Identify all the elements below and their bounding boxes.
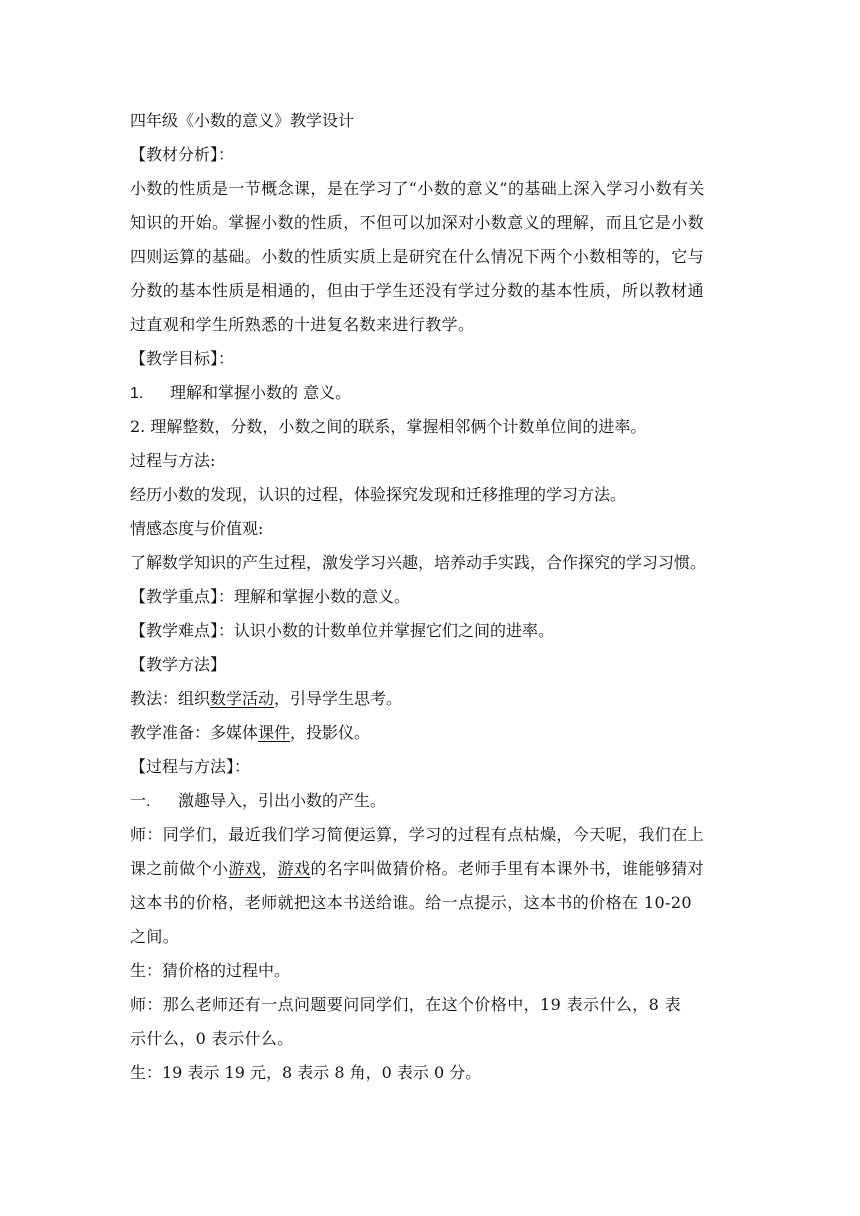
teaching-prep-line [130, 716, 735, 750]
analysis-paragraph [130, 172, 735, 342]
goal-item-1-number: 1. [130, 385, 144, 402]
goal-item-1-text: 理解和掌握小数的 意义。 [170, 383, 352, 402]
analysis-line: 四则运算的基础。小数的性质实质上是研究在什么情况下两个小数相等的，它与 [130, 247, 705, 266]
step-1-number: 一. [130, 793, 151, 810]
step-1-text: 激趣导入，引出小数的产生。 [178, 791, 387, 810]
teacher-speech-separator: ， [261, 859, 278, 878]
section-heading-process: 【过程与方法】： [130, 757, 251, 776]
teaching-prep-prefix: 教学准备：多媒体 [130, 723, 259, 742]
teaching-prep-suffix: ，投影仪。 [290, 723, 371, 742]
teacher-speech-line: 这本书的价格，老师就把这本书送给谁。给一点提示，这本书的价格在 10-20 [130, 893, 693, 912]
section-heading-goals: 【教学目标】： [130, 349, 235, 368]
teacher-speech-line: 之间。 [130, 927, 180, 946]
math-activity-link[interactable]: 数学活动 [210, 689, 275, 708]
teacher-speech-line: 师：同学们，最近我们学习简便运算，学习的过程有点枯燥，今天呢，我们在上 [130, 825, 705, 844]
step-1 [130, 784, 735, 818]
analysis-line: 小数的性质是一节概念课，是在学习了“小数的意义”的基础上深入学习小数有关 [130, 179, 705, 198]
key-point: 【教学重点】：理解和掌握小数的意义。 [130, 587, 411, 606]
teacher-speech-2 [130, 988, 735, 1056]
teaching-method-prefix: 教法：组织 [130, 689, 211, 708]
teacher-speech-line: 师：那么老师还有一点问题要问同学们，在这个价格中，19 表示什么，8 表 [130, 995, 682, 1014]
analysis-line: 分数的基本性质是相通的，但由于学生还没有学过分数的基本性质，所以教材通 [130, 281, 705, 300]
teaching-method-line [130, 682, 735, 716]
emotion-text: 了解数学知识的产生过程，激发学习兴趣，培养动手实践，合作探究的学习习惯。 [130, 553, 707, 572]
teacher-speech-suffix: 的名字叫做猜价格。老师手里有本课外书，谁能够猜对 [310, 859, 705, 878]
teacher-speech-line: 示什么，0 表示什么。 [130, 1029, 294, 1048]
teaching-method-suffix: ，引导学生思考。 [274, 689, 403, 708]
difficulty-point: 【教学难点】：认识小数的计数单位并掌握它们之间的进率。 [130, 621, 555, 640]
process-label: 过程与方法: [130, 451, 216, 470]
emotion-label: 情感态度与价值观: [130, 519, 264, 538]
section-heading-methods: 【教学方法】 [130, 655, 227, 674]
teacher-speech-prefix: 课之前做个小 [130, 859, 229, 878]
teacher-speech-1 [130, 818, 735, 954]
analysis-line: 过直观和学生所熟悉的十进复名数来进行教学。 [130, 315, 475, 334]
goal-item-1 [130, 376, 735, 410]
document-page [130, 104, 735, 1090]
student-response-1: 生：猜价格的过程中。 [130, 961, 291, 980]
student-response-2: 生：19 表示 19 元，8 表示 8 角，0 表示 0 分。 [130, 1063, 482, 1082]
analysis-line: 知识的开始。掌握小数的性质，不但可以加深对小数意义的理解，而且它是小数 [130, 213, 705, 232]
section-heading-analysis: 【教材分析】： [130, 145, 235, 164]
game-link[interactable]: 游戏 [277, 859, 311, 878]
courseware-link[interactable]: 课件 [258, 723, 291, 742]
process-text: 经历小数的发现，认识的过程，体验探究发现和迁移推理的学习方法。 [130, 485, 627, 504]
game-link[interactable]: 游戏 [228, 859, 262, 878]
goal-item-2: 2. 理解整数，分数，小数之间的联系，掌握相邻俩个计数单位间的进率。 [130, 417, 647, 436]
document-title: 四年级《小数的意义》教学设计 [130, 111, 355, 130]
teacher-speech-line [130, 852, 735, 886]
